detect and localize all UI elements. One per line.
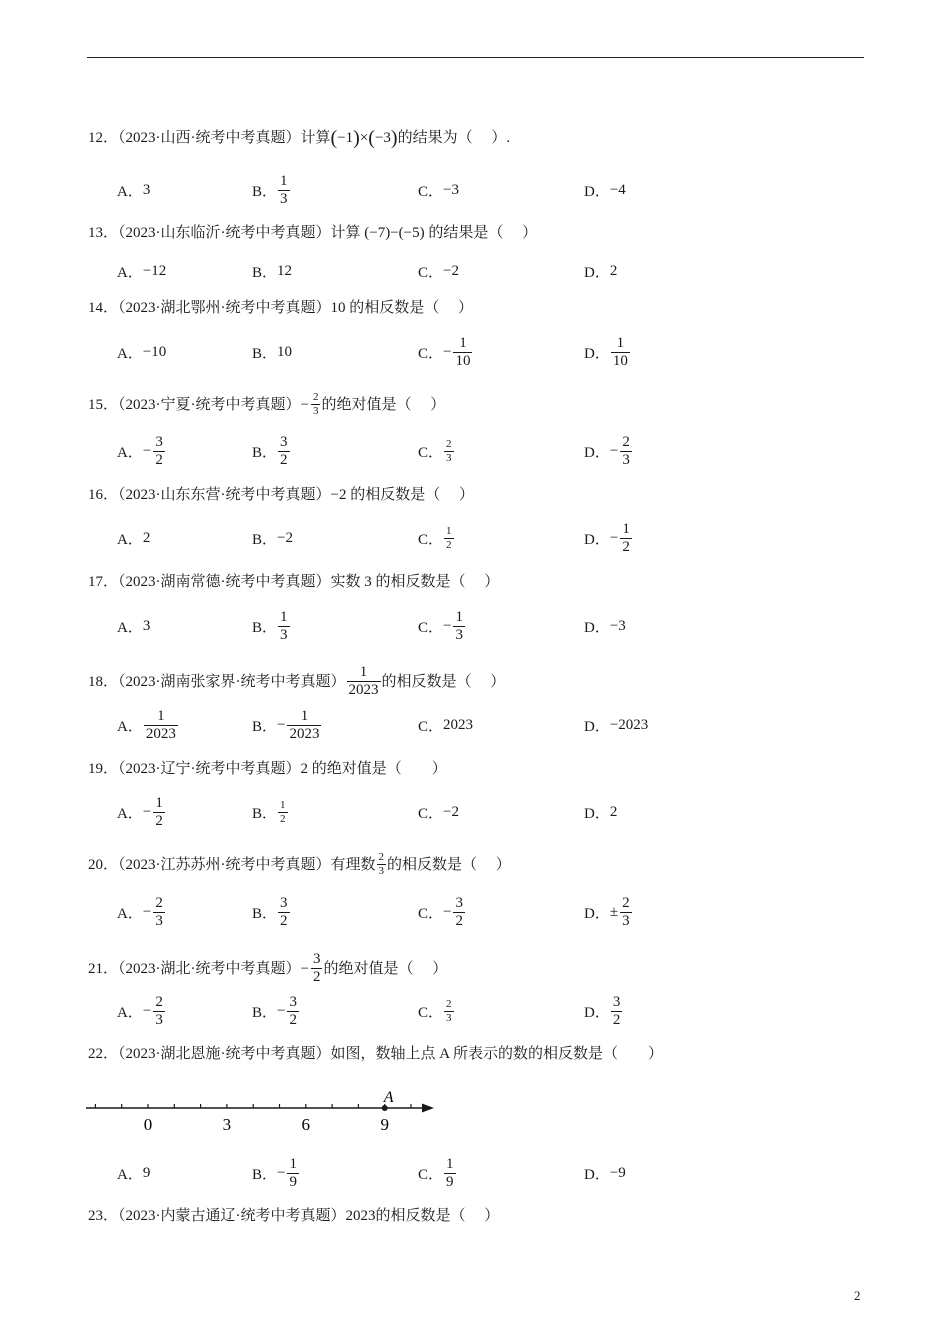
option-value: 9 (142, 1164, 151, 1181)
denominator: 2 (155, 451, 163, 468)
option-b[interactable] (252, 1151, 300, 1195)
fraction (453, 895, 465, 930)
option-label: D． (584, 264, 610, 281)
value-1: −1 (337, 130, 354, 146)
fraction (611, 994, 623, 1029)
option-d[interactable] (584, 516, 633, 560)
question-22 (88, 1044, 663, 1064)
option-c[interactable] (418, 790, 459, 834)
question-22-text: 22．（2023·湖北恩施·统考中考真题）如图，数轴上点 A 所表示的数的相反数是（ ） (88, 1046, 663, 1062)
numerator: 1 (446, 524, 452, 537)
number-line-label: 3 (222, 1115, 232, 1134)
numerator: 3 (289, 993, 297, 1010)
option-b[interactable] (252, 330, 292, 374)
minus-sign: − (443, 617, 452, 634)
question-21-prefix: 21．（2023·湖北·统考中考真题） (88, 960, 301, 977)
numerator: 2 (155, 993, 163, 1010)
option-d[interactable] (584, 330, 631, 374)
numerator: 1 (280, 172, 288, 189)
option-c[interactable] (418, 604, 466, 648)
fraction (311, 391, 321, 418)
fraction (287, 994, 299, 1029)
question-12-suffix: 的结果为（ ）. (397, 130, 511, 146)
numerator: 3 (455, 894, 463, 911)
paren: ( (368, 127, 375, 149)
option-value: 12 (277, 262, 293, 279)
option-c[interactable] (418, 890, 466, 934)
numerator: 2 (312, 391, 319, 403)
option-label: D． (584, 1166, 610, 1183)
numerator: 2 (622, 433, 630, 450)
option-b[interactable] (252, 429, 291, 473)
option-label: C． (418, 619, 444, 636)
numerator: 2 (446, 437, 452, 450)
option-label: C． (418, 183, 444, 200)
question-15-suffix: 的绝对值是（ ） (321, 396, 446, 413)
options-22 (0, 1151, 950, 1195)
option-label: D． (584, 718, 610, 735)
fraction (611, 335, 630, 370)
fraction (620, 895, 632, 930)
denominator: 2023 (348, 682, 379, 698)
option-value: 3 (142, 181, 151, 198)
option-value: −10 (142, 343, 167, 360)
fraction (444, 998, 454, 1025)
option-b[interactable] (252, 790, 289, 834)
option-label: A． (117, 1166, 143, 1183)
options-21 (0, 989, 950, 1033)
option-b[interactable] (252, 703, 322, 747)
denominator: 3 (280, 626, 288, 643)
fraction (620, 521, 632, 556)
option-value: −12 (142, 262, 167, 279)
option-label: C． (418, 1004, 444, 1021)
option-label: B． (252, 531, 278, 548)
option-value: −3 (609, 617, 626, 634)
numerator: 1 (622, 520, 630, 537)
denominator: 2023 (289, 725, 320, 742)
minus-sign: − (142, 1002, 152, 1019)
question-18-prefix: 18．（2023·湖南张家界·统考中考真题） (88, 673, 346, 690)
options-19 (0, 790, 950, 834)
option-a[interactable] (117, 703, 179, 747)
option-a[interactable] (117, 168, 150, 212)
denominator: 2023 (145, 725, 176, 742)
option-label: C． (418, 718, 444, 735)
option-d[interactable] (584, 703, 648, 747)
denominator: 3 (455, 626, 463, 643)
option-a[interactable] (117, 516, 150, 560)
option-label: A． (117, 619, 143, 636)
question-19 (88, 759, 447, 779)
denominator: 2 (289, 1011, 297, 1028)
fraction (153, 434, 165, 469)
option-label: C． (418, 805, 444, 822)
fraction (144, 708, 178, 743)
question-18 (88, 664, 505, 699)
minus-sign: − (443, 343, 452, 360)
question-15 (88, 391, 445, 418)
fraction (444, 525, 454, 552)
option-c[interactable] (418, 168, 459, 212)
denominator: 10 (455, 352, 471, 369)
option-label: D． (584, 345, 610, 362)
option-value: 2023 (443, 716, 474, 733)
option-value: 2 (142, 529, 151, 546)
numerator: 2 (378, 851, 384, 863)
options-16 (0, 516, 950, 560)
numerator: 1 (300, 707, 309, 724)
numerator: 2 (446, 997, 452, 1010)
option-label: A． (117, 905, 143, 922)
option-d[interactable] (584, 249, 617, 293)
options-17 (0, 604, 950, 648)
options-20 (0, 890, 950, 934)
option-label: A． (117, 345, 143, 362)
minus-sign: − (142, 903, 152, 920)
fraction (444, 1156, 456, 1191)
numerator: 1 (280, 798, 286, 811)
minus-sign: − (609, 529, 619, 546)
option-label: B． (252, 805, 278, 822)
numerator: 3 (312, 951, 321, 967)
option-b[interactable] (252, 890, 291, 934)
options-13 (0, 249, 950, 293)
option-b[interactable] (252, 249, 292, 293)
numerator: 1 (359, 664, 368, 680)
question-17-text: 17．（2023·湖南常德·统考中考真题）实数 3 的相反数是（ ） (88, 574, 500, 590)
fraction (278, 173, 290, 208)
question-21-suffix: 的绝对值是（ ） (323, 960, 448, 977)
number-line-labels (144, 1115, 389, 1134)
minus-sign: − (142, 442, 152, 459)
option-label: D． (584, 444, 610, 461)
option-value: 10 (277, 343, 293, 360)
numerator: 1 (289, 1155, 297, 1172)
question-16 (88, 485, 474, 505)
option-label: B． (252, 619, 278, 636)
point-a-label: A (383, 1089, 394, 1106)
fraction (153, 895, 165, 930)
denominator: 9 (289, 1173, 297, 1190)
page-number: 2 (854, 1288, 861, 1303)
minus-sign: − (609, 442, 619, 459)
numerator: 1 (280, 608, 288, 625)
option-c[interactable] (418, 516, 455, 560)
option-label: C． (418, 531, 444, 548)
option-label: D． (584, 619, 610, 636)
options-18 (0, 703, 950, 747)
paren: ) (390, 127, 398, 149)
denominator: 3 (622, 912, 630, 929)
option-label: B． (252, 1004, 278, 1021)
denominator: 2 (280, 812, 286, 825)
option-b[interactable] (252, 989, 300, 1033)
option-a[interactable] (117, 429, 166, 473)
numerator: 1 (155, 794, 163, 811)
option-label: C． (418, 1166, 444, 1183)
option-label: D． (584, 183, 610, 200)
question-14-text: 14．（2023·湖北鄂州·统考中考真题）10 的相反数是（ ） (88, 300, 473, 316)
numerator: 1 (446, 1155, 454, 1172)
option-label: C． (418, 905, 444, 922)
denominator: 2 (622, 538, 630, 555)
option-label: B． (252, 444, 278, 461)
numerator: 3 (280, 433, 288, 450)
question-16-text: 16．（2023·山东东营·统考中考真题）−2 的相反数是（ ） (88, 487, 474, 503)
denominator: 3 (446, 451, 452, 464)
value-2: −3 (374, 130, 391, 146)
denominator: 2 (280, 912, 288, 929)
minus-sign: − (142, 803, 152, 820)
fraction (287, 1156, 299, 1191)
option-value: −2 (443, 262, 459, 279)
numerator: 1 (455, 608, 463, 625)
denominator: 2 (446, 538, 452, 551)
question-23-text: 23．（2023·内蒙古通辽·统考中考真题）2023的相反数是（ ） (88, 1208, 500, 1224)
option-a[interactable] (117, 330, 166, 374)
question-15-prefix: 15．（2023·宁夏·统考中考真题） (88, 396, 301, 413)
denominator: 3 (155, 912, 163, 929)
option-a[interactable] (117, 790, 166, 834)
question-20 (88, 851, 511, 878)
numerator: 2 (155, 894, 163, 911)
denominator: 2 (155, 812, 163, 829)
option-b[interactable] (252, 604, 291, 648)
numerator: 2 (622, 894, 630, 911)
numerator: 1 (459, 334, 467, 351)
option-c[interactable] (418, 1151, 457, 1195)
fraction (347, 664, 381, 699)
header-rule (87, 57, 864, 58)
denominator: 3 (446, 1011, 452, 1024)
option-c[interactable] (418, 429, 455, 473)
minus-sign: − (277, 716, 286, 733)
option-label: A． (117, 531, 143, 548)
option-value: −2023 (609, 716, 649, 733)
question-23 (88, 1206, 499, 1226)
fraction (311, 951, 323, 986)
option-value: −4 (609, 181, 626, 198)
option-c[interactable] (418, 703, 473, 747)
denominator: 3 (622, 451, 630, 468)
fraction (453, 609, 465, 644)
number-line-arrow (422, 1104, 434, 1113)
option-d[interactable] (584, 1151, 626, 1195)
option-label: B． (252, 345, 278, 362)
number-line-label: 0 (143, 1115, 153, 1134)
paren: ( (330, 127, 338, 149)
denominator: 3 (312, 405, 319, 417)
times-sign: × (359, 130, 369, 146)
question-13 (88, 223, 537, 243)
option-label: D． (584, 531, 610, 548)
option-d[interactable] (584, 790, 617, 834)
option-label: A． (117, 264, 143, 281)
option-d[interactable] (584, 989, 623, 1033)
number-line (80, 1080, 450, 1140)
option-d[interactable] (584, 168, 626, 212)
plus-minus-sign: ± (609, 903, 619, 920)
minus-sign: − (277, 1164, 286, 1181)
option-a[interactable] (117, 989, 166, 1033)
fraction (278, 895, 290, 930)
option-label: D． (584, 1004, 610, 1021)
fraction (278, 434, 290, 469)
option-label: A． (117, 718, 143, 735)
option-label: C． (418, 345, 444, 362)
paren: ) (353, 127, 360, 149)
fraction (278, 609, 290, 644)
option-b[interactable] (252, 516, 293, 560)
question-17 (88, 572, 499, 592)
option-label: A． (117, 183, 143, 200)
options-12 (0, 168, 950, 212)
fraction (153, 994, 165, 1029)
option-label: A． (117, 805, 143, 822)
option-value: −3 (443, 181, 459, 198)
question-14 (88, 298, 473, 318)
fraction (453, 335, 472, 370)
option-value: −9 (609, 1164, 626, 1181)
fraction (620, 434, 632, 469)
options-15 (0, 429, 950, 473)
fraction (153, 795, 165, 830)
fraction (287, 708, 321, 743)
numerator: 1 (157, 707, 165, 724)
numerator: 1 (616, 334, 625, 351)
denominator: 2 (312, 969, 321, 985)
option-label: D． (584, 805, 610, 822)
option-value: −2 (443, 803, 459, 820)
question-13-text: 13．（2023·山东临沂·统考中考真题）计算 (−7)−(−5) 的结果是（ ） (88, 225, 538, 241)
option-a[interactable] (117, 1151, 150, 1195)
question-12 (88, 128, 510, 148)
denominator: 3 (155, 1011, 163, 1028)
denominator: 2 (280, 451, 288, 468)
fraction (444, 438, 454, 465)
option-d[interactable] (584, 890, 633, 934)
option-label: A． (117, 1004, 143, 1021)
option-value: −2 (277, 529, 293, 546)
denominator: 3 (378, 865, 384, 877)
option-c[interactable] (418, 989, 455, 1033)
denominator: 10 (612, 352, 628, 369)
question-19-text: 19．（2023·辽宁·统考中考真题）2 的绝对值是（ ） (88, 761, 447, 777)
option-label: B． (252, 264, 278, 281)
option-label: B． (252, 1166, 278, 1183)
fraction (278, 799, 288, 826)
option-d[interactable] (584, 429, 633, 473)
option-value: 2 (609, 262, 618, 279)
option-c[interactable] (418, 330, 473, 374)
question-18-suffix: 的相反数是（ ） (381, 673, 506, 690)
number-line-label: 6 (301, 1115, 311, 1134)
minus-sign: − (300, 396, 309, 413)
options-14 (0, 330, 950, 374)
numerator: 3 (280, 894, 288, 911)
option-label: B． (252, 905, 278, 922)
denominator: 2 (455, 912, 463, 929)
question-12-prefix: 12．（2023·山西·统考中考真题）计算 (88, 130, 331, 146)
numerator: 3 (155, 433, 163, 450)
option-label: B． (252, 718, 278, 735)
number-line-label: 9 (380, 1115, 389, 1134)
option-label: C． (418, 264, 444, 281)
option-c[interactable] (418, 249, 459, 293)
denominator: 9 (446, 1173, 454, 1190)
option-label: B． (252, 183, 278, 200)
option-value: 2 (609, 803, 618, 820)
numerator: 3 (612, 993, 621, 1010)
option-a[interactable] (117, 604, 150, 648)
option-value: 3 (142, 617, 151, 634)
option-a[interactable] (117, 249, 166, 293)
option-label: A． (117, 444, 143, 461)
denominator: 3 (280, 190, 288, 207)
minus-sign: − (277, 1002, 286, 1019)
denominator: 2 (612, 1011, 621, 1028)
question-21 (88, 951, 447, 986)
option-label: D． (584, 905, 610, 922)
fraction (377, 851, 387, 878)
option-label: C． (418, 444, 444, 461)
minus-sign: − (300, 960, 309, 977)
question-20-prefix: 20．（2023·江苏苏州·统考中考真题）有理数 (88, 856, 376, 873)
option-b[interactable] (252, 168, 291, 212)
option-d[interactable] (584, 604, 626, 648)
question-20-suffix: 的相反数是（ ） (387, 856, 511, 873)
option-a[interactable] (117, 890, 166, 934)
minus-sign: − (443, 903, 452, 920)
